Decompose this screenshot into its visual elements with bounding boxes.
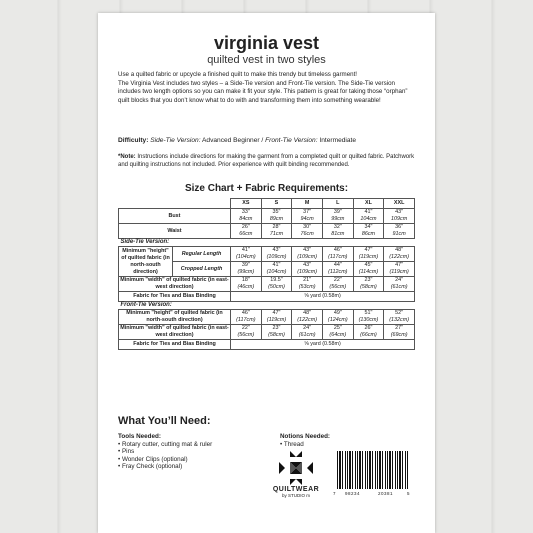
regular-cell: 47" (119cm) <box>353 247 384 262</box>
size-header: XS <box>231 199 262 209</box>
size-chart-table <box>118 198 415 350</box>
side-tie-height-label: Minimum "height" of quilted fabric (in north-south direction) <box>119 247 173 277</box>
front-tie-height-label: Minimum "height" of quilted fabric (in north-south direction) <box>119 310 231 325</box>
waist-cell: 32" 81cm <box>322 224 353 239</box>
width-cell: 23" (58cm) <box>353 277 384 292</box>
waist-row <box>119 224 415 239</box>
barcode-left-digits: 98234 <box>345 491 361 496</box>
height-cell: 48" (122cm) <box>292 310 323 325</box>
width-cell: 22" (56cm) <box>231 325 262 340</box>
difficulty-line <box>118 137 418 144</box>
size-header: M <box>292 199 323 209</box>
height-cell: 46" (117cm) <box>231 310 262 325</box>
width-cell: 18" (46cm) <box>231 277 262 292</box>
tools-list <box>118 441 212 471</box>
notions-heading: Notions Needed: <box>280 433 331 440</box>
bust-cell: 41" 104cm <box>353 209 384 224</box>
waist-cell: 30" 76cm <box>292 224 323 239</box>
side-tie-width-row <box>119 277 415 292</box>
tools-heading: Tools Needed: <box>118 433 161 440</box>
bust-cell: 37" 94cm <box>292 209 323 224</box>
size-header: XXL <box>384 199 415 209</box>
width-cell: 22" (56cm) <box>322 277 353 292</box>
bust-cell: 33" 84cm <box>231 209 262 224</box>
brand-name: QUILTWEAR <box>272 486 320 493</box>
width-cell: 24" (61cm) <box>292 325 323 340</box>
waist-label: Waist <box>119 224 231 239</box>
pattern-title: virginia vest <box>213 33 320 53</box>
intro-paragraph-2: The Virginia Vest includes two styles – a Side-Tie version and Front-Tie version. The Side-Tie version includes two length options so you can make it fit your style. This pattern is great for taking those “orphan” quilt blocks that you don’t know what to do with and transforming them into something wearable! <box>118 79 408 104</box>
width-cell: 23" (58cm) <box>261 325 292 340</box>
side-tie-width-label: Minimum "width" of quilted fabric (in east-west direction) <box>120 277 229 290</box>
size-header: XL <box>353 199 384 209</box>
waist-cell: 36" 91cm <box>384 224 415 239</box>
pattern-back-card <box>98 13 435 533</box>
tool-item: • Wonder Clips (optional) <box>118 456 212 463</box>
barcode-lead-digit: 7 <box>333 491 337 496</box>
height-cell: 52" (132cm) <box>384 310 415 325</box>
bust-cell: 39" 99cm <box>322 209 353 224</box>
cropped-cell: 41" (104cm) <box>261 262 292 277</box>
size-header: L <box>322 199 353 209</box>
cropped-cell: 39" (99cm) <box>231 262 262 277</box>
size-chart-title: Size Chart + Fabric Requirements: <box>184 183 349 194</box>
bust-cell: 43" 109cm <box>384 209 415 224</box>
notions-list <box>280 441 304 448</box>
intro-paragraph-1: Use a quilted fabric or upcycle a finished quilt to make this trendy but timeless garment! <box>118 71 358 78</box>
cropped-cell: 47" (119cm) <box>384 262 415 277</box>
front-tie-difficulty-value: Intermediate <box>319 137 357 144</box>
front-tie-ties-value: ⅝ yard (0.58m) <box>231 340 415 350</box>
size-header-row <box>119 199 415 209</box>
difficulty-separator: / <box>261 137 264 144</box>
width-cell: 21" (53cm) <box>292 277 323 292</box>
note-body: Instructions include directions for making the garment from a completed quilt or quilted fabric. Patchwork and quilting instructions not included. Prior experience with quilt binding recommended. <box>118 154 415 168</box>
tool-item: • Rotary cutter, cutting mat & ruler <box>118 441 212 448</box>
note-label: *Note: <box>118 154 136 160</box>
side-tie-ties-row <box>119 292 415 302</box>
side-tie-regular-row <box>119 247 415 262</box>
front-tie-ties-row <box>119 340 415 350</box>
side-tie-heading: Side-Tie Version: <box>119 239 415 247</box>
regular-cell: 43" (109cm) <box>261 247 292 262</box>
height-cell: 49" (124cm) <box>322 310 353 325</box>
tool-item: • Pins <box>118 448 212 455</box>
intro-text <box>118 71 418 105</box>
regular-cell: 43" (109cm) <box>292 247 323 262</box>
width-cell: 27" (69cm) <box>384 325 415 340</box>
bust-label: Bust <box>119 209 231 224</box>
side-tie-ties-label: Fabric for Ties and Bias Binding <box>119 292 231 302</box>
cropped-cell: 43" (109cm) <box>292 262 323 277</box>
notion-item: • Thread <box>280 441 304 448</box>
width-cell: 25" (64cm) <box>322 325 353 340</box>
side-tie-difficulty-label: Side-Tie Version: <box>150 137 201 144</box>
cropped-cell: 44" (112cm) <box>322 262 353 277</box>
pattern-subtitle: quilted vest in two styles <box>207 54 326 66</box>
brand-byline: by STUDIO m <box>281 493 310 498</box>
note-text <box>118 153 418 169</box>
front-tie-width-label: Minimum "width" of quilted fabric (in east-west direction) <box>120 325 229 338</box>
barcode-right-digits: 20381 <box>378 491 394 496</box>
size-header: S <box>261 199 292 209</box>
side-tie-difficulty-value: Advanced Beginner <box>202 137 260 144</box>
height-cell: 47" (119cm) <box>261 310 292 325</box>
front-tie-difficulty-label: Front-Tie Version: <box>265 137 318 144</box>
barcode <box>333 451 411 501</box>
bust-row <box>119 209 415 224</box>
quiltwear-logo <box>261 451 331 498</box>
what-you-need-heading: What You’ll Need: <box>118 415 211 427</box>
regular-length-label: Regular Length <box>173 247 231 262</box>
regular-cell: 48" (122cm) <box>384 247 415 262</box>
width-cell: 24" (61cm) <box>384 277 415 292</box>
waist-cell: 34" 86cm <box>353 224 384 239</box>
side-tie-heading-row <box>119 239 415 247</box>
waist-cell: 28" 71cm <box>261 224 292 239</box>
front-tie-ties-label: Fabric for Ties and Bias Binding <box>119 340 231 350</box>
waist-cell: 26" 66cm <box>231 224 262 239</box>
width-cell: 26" (66cm) <box>353 325 384 340</box>
width-cell: 19.5" (50cm) <box>261 277 292 292</box>
barcode-check-digit: 5 <box>407 491 411 496</box>
regular-cell: 41" (104cm) <box>231 247 262 262</box>
front-tie-width-row <box>119 325 415 340</box>
barcode-bars <box>337 451 409 489</box>
tool-item: • Fray Check (optional) <box>118 463 212 470</box>
front-tie-height-row <box>119 310 415 325</box>
front-tie-heading-row <box>119 302 415 310</box>
regular-cell: 46" (117cm) <box>322 247 353 262</box>
height-cell: 51" (130cm) <box>353 310 384 325</box>
bust-cell: 35" 89cm <box>261 209 292 224</box>
front-tie-heading: Front-Tie Version: <box>119 302 415 310</box>
side-tie-ties-value: ⅝ yard (0.58m) <box>231 292 415 302</box>
difficulty-label: Difficulty: <box>118 137 149 144</box>
cropped-cell: 45" (114cm) <box>353 262 384 277</box>
quilt-star-icon <box>279 451 313 485</box>
cropped-length-label: Cropped Length <box>173 262 231 277</box>
